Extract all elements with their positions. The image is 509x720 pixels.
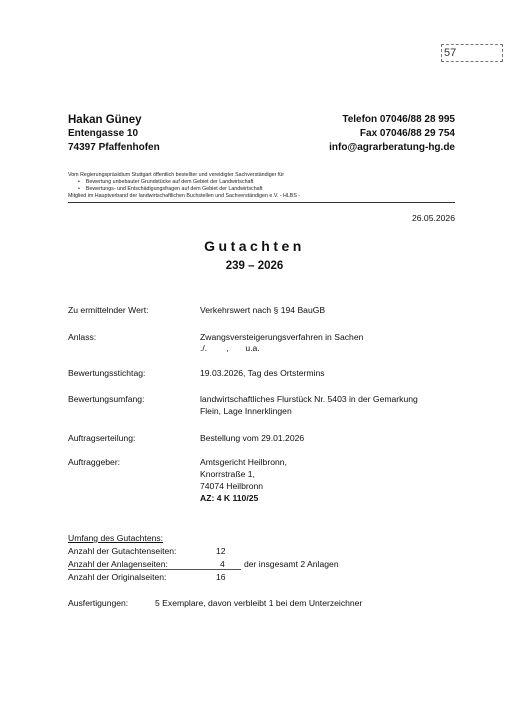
summary-value: 12	[216, 546, 226, 556]
summary-value: 4	[220, 559, 225, 569]
field-label: Bewertungsumfang:	[68, 394, 145, 404]
credentials-bullet: • Bewertung unbebauter Grundstücke auf dem Gebiet der Landwirtschaft	[78, 179, 253, 186]
page-number-box: 57	[441, 44, 503, 62]
field-label: Bewertungsstichtag:	[68, 368, 146, 378]
copies-label: Ausfertigungen:	[68, 598, 129, 608]
copies-value: 5 Exemplare, davon verbleibt 1 bei dem Unterzeichner	[155, 598, 363, 608]
summary-value: 16	[216, 572, 226, 582]
field-value: Flein, Lage Innerklingen	[200, 406, 292, 416]
email-address: info@agrarberatung-hg.de	[329, 142, 455, 153]
field-label: Anlass:	[68, 332, 97, 342]
field-value: ./. , u.a.	[200, 343, 260, 353]
summary-label: Anzahl der Gutachtenseiten:	[68, 546, 177, 556]
summary-label: Anzahl der Originalseiten:	[68, 572, 167, 582]
author-city: 74397 Pfaffenhofen	[68, 142, 160, 153]
field-label: Auftragserteilung:	[68, 433, 136, 443]
document-date: 26.05.2026	[411, 213, 455, 223]
author-street: Entengasse 10	[68, 128, 139, 139]
summary-label: Anzahl der Anlagenseiten:	[68, 559, 168, 569]
file-reference: AZ: 4 K 110/25	[200, 493, 259, 503]
field-value: Verkehrswert nach § 194 BauGB	[200, 305, 326, 315]
field-value: Bestellung vom 29.01.2026	[200, 433, 305, 443]
field-value: landwirtschaftliches Flurstück Nr. 5403 in der Gemarkung	[200, 394, 418, 404]
credentials-bullet: • Bewertungs- und Entschädigungsfragen auf dem Gebiet der Landwirtschaft	[78, 186, 263, 193]
document-number: 239 – 2026	[225, 260, 284, 272]
field-value: Knorrstraße 1,	[200, 469, 255, 479]
summary-heading: Umfang des Gutachtens:	[68, 533, 164, 543]
membership-line: Mitglied im Hauptverband der landwirtschaftlichen Buchstellen und Sachverständigen e.V. - HLBS -	[68, 193, 301, 199]
field-label: Auftraggeber:	[68, 457, 121, 467]
fax-number: Fax 07046/88 29 754	[359, 128, 455, 139]
credentials-line: Vom Regierungspräsidium Stuttgart öffentlich bestellter und vereidigter Sachverständiger für	[68, 172, 285, 178]
author-name: Hakan Güney	[68, 114, 142, 126]
header-divider	[68, 202, 455, 203]
document-title: Gutachten	[204, 238, 305, 254]
summary-underline	[68, 569, 241, 570]
field-value: 74074 Heilbronn	[200, 481, 264, 491]
field-value: Amtsgericht Heilbronn,	[200, 457, 287, 467]
summary-note: der insgesamt 2 Anlagen	[244, 559, 339, 569]
field-value: Zwangsversteigerungsverfahren in Sachen	[200, 332, 364, 342]
phone-number: Telefon 07046/88 28 995	[342, 114, 455, 125]
field-value: 19.03.2026, Tag des Ortstermins	[200, 368, 325, 378]
field-label: Zu ermittelnder Wert:	[68, 305, 149, 315]
